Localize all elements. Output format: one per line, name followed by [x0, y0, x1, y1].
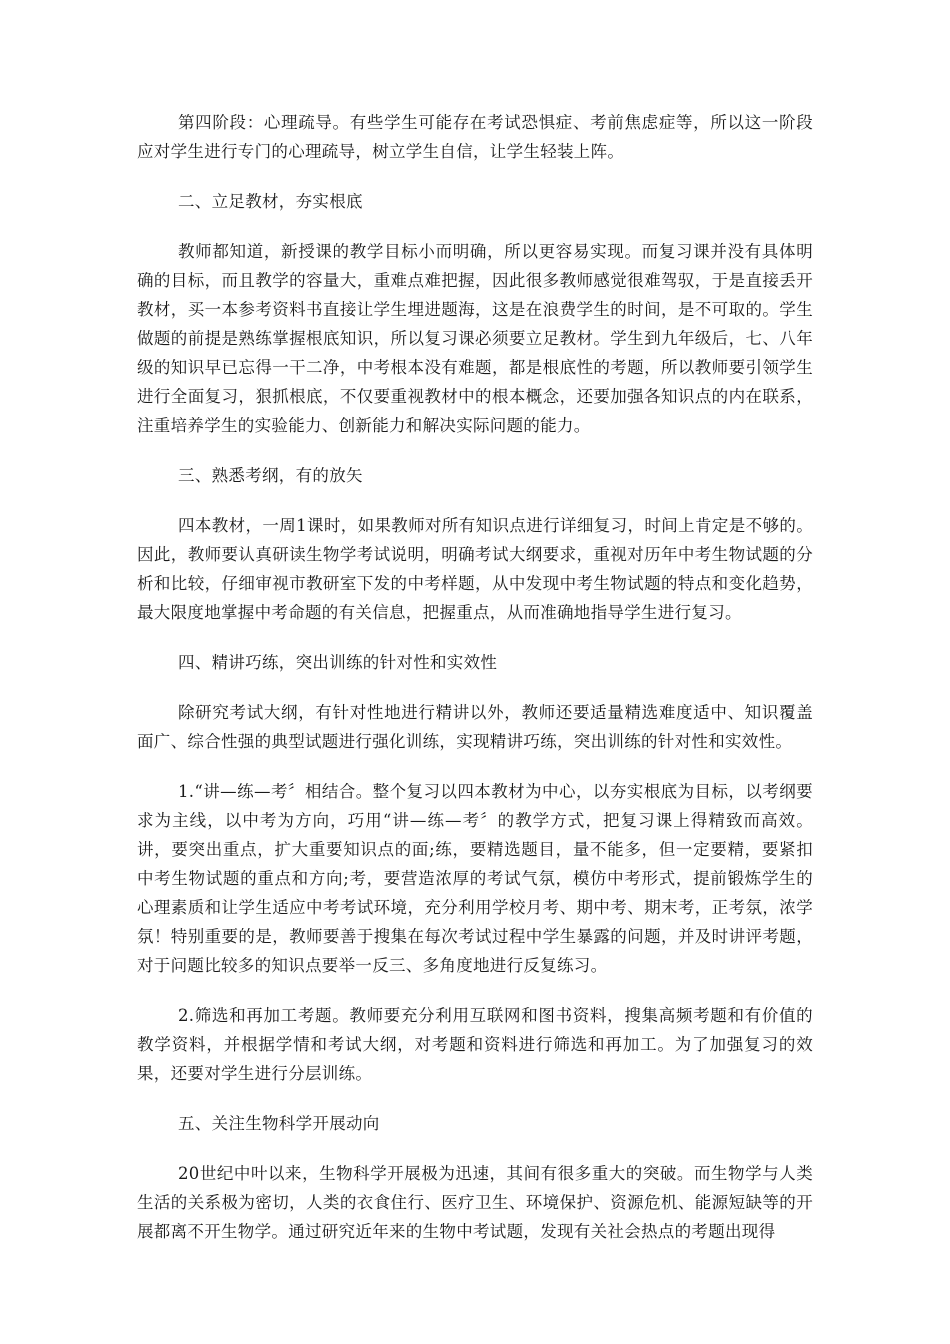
paragraph-item-1: 1.“讲—练—考〞相结合。整个复习以四本教材为中心，以夯实根底为目标，以考纲要求为主线，以中考为方向，巧用“讲—练—考〞的教学方式，把复习课上得精致而高效。讲，要突出重点，扩大重要知识点的面;练，要精选题目，量不能多，但一定要精，要紧扣中考生物试题的重点和方向;考，要营造浓厚的考试气氛，模仿中考形式，提前锻炼学生的心理素质和让学生适应中考考试环境，充分利用学校月考、期中考、期末考，正考氛，浓学氛！特别重要的是，教师要善于搜集在每次考试过程中学生暴露的问题，并及时讲评考题，对于问题比较多的知识点要举一反三、多角度地进行反复练习。	[137, 782, 813, 975]
section-heading-5: 五、关注生物科学开展动向	[178, 1114, 380, 1133]
section-heading-2: 二、立足教材，夯实根底	[178, 192, 363, 211]
paragraph-stage-four: 第四阶段：心理疏导。有些学生可能存在考试恐惧症、考前焦虑症等，所以这一阶段应对学生进行专门的心理疏导，树立学生自信，让学生轻装上阵。	[137, 113, 813, 161]
paragraph-syllabus: 四本教材，一周1课时，如果教师对所有知识点进行详细复习，时间上肯定是不够的。因此，教师要认真研读生物学考试说明，明确考试大纲要求，重视对历年中考生物试题的分析和比较，仔细审视市教研室下发的中考样题，从中发现中考生物试题的特点和变化趋势，最大限度地掌握中考命题的有关信息，把握重点，从而准确地指导学生进行复习。	[137, 516, 813, 622]
paragraph-practice: 除研究考试大纲，有针对性地进行精讲以外，教师还要适量精选难度适中、知识覆盖面广、综合性强的典型试题进行强化训练，实现精讲巧练，突出训练的针对性和实效性。	[137, 703, 813, 751]
document-body	[137, 108, 813, 1267]
paragraph-textbook: 教师都知道，新授课的教学目标小而明确，所以更容易实现。而复习课并没有具体明确的目标，而且教学的容量大，重难点难把握，因此很多教师感觉很难驾驭，于是直接丢开教材，买一本参考资料书直接让学生埋进题海，这是在浪费学生的时间，是不可取的。学生做题的前提是熟练掌握根底知识，所以复习课必须要立足教材。学生到九年级后，七、八年级的知识早已忘得一干二净，中考根本没有难题，都是根底性的考题，所以教师要引领学生进行全面复习，狠抓根底，不仅要重视教材中的根本概念，还要加强各知识点的内在联系，注重培养学生的实验能力、创新能力和解决实际问题的能力。	[137, 242, 813, 435]
paragraph-biology-trends: 20世纪中叶以来，生物科学开展极为迅速，其间有很多重大的突破。而生物学与人类生活的关系极为密切，人类的衣食住行、医疗卫生、环境保护、资源危机、能源短缺等的开展都离不开生物学。通过研究近年来的生物中考试题，发现有关社会热点的考题出现得	[137, 1164, 813, 1241]
paragraph-item-2: 2.筛选和再加工考题。教师要充分利用互联网和图书资料，搜集高频考题和有价值的教学资料，并根据学情和考试大纲，对考题和资料进行筛选和再加工。为了加强复习的效果，还要对学生进行分层训练。	[137, 1006, 813, 1083]
section-heading-3: 三、熟悉考纲，有的放矢	[178, 466, 363, 485]
section-heading-4: 四、精讲巧练，突出训练的针对性和实效性	[178, 653, 498, 672]
